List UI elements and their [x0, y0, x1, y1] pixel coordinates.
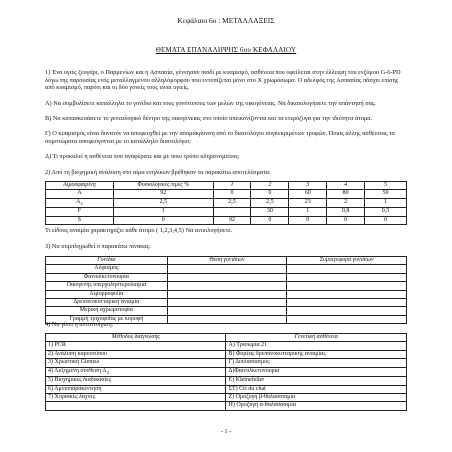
column-header: 3: [289, 182, 327, 190]
method-cell: 4) Αυξημένη σύνθεση $A_2$: [46, 367, 226, 377]
question-1c: Γ) Ο κυαμισμός είναι δυνατόν να αποφευχθεί με την απομάκρυνση από το διαιτολόγιο συγκεκριμένων τροφών. Ποιας άλλης ασθένειας τα συμπτώματα αποφεύγονται με το κατάλληλο διαιτολόγιο;: [45, 130, 395, 145]
column-header: Φυσιολογικές τιμές %: [113, 182, 213, 190]
column-header: 2: [251, 182, 289, 190]
gene-position-cell: [167, 307, 287, 315]
matching-table: [45, 333, 407, 411]
table-cell: 60: [289, 190, 327, 198]
gene-position-cell: [167, 282, 287, 290]
question-3-text: 3) Να συμπληρωθεί ο παρακάτω πίνακας:: [45, 243, 151, 250]
gene-behavior-cell: [287, 307, 407, 315]
table-row: [46, 367, 407, 377]
method-cell: 1) PCR: [46, 342, 226, 350]
table-row: [46, 282, 407, 290]
table-cell: S: [46, 216, 114, 224]
question-1b: Β) Να κατασκευάσετε το γενεαλογικό δέντρο της οικογένειας στο οποίο απεικονίζονται και τα ετερόζυγα για την ιδιότητα άτομα.: [45, 115, 373, 122]
disease-cell: ΣΤ) Cri du chat: [226, 385, 407, 393]
column-header: Θέση γονιδίων: [167, 257, 287, 265]
method-cell: [46, 402, 226, 410]
column-header: Γενετική ασθένεια: [226, 334, 407, 342]
disease-cell: Ε) Kleinefelter: [226, 377, 407, 385]
column-header: 4: [327, 182, 365, 190]
gene-behavior-cell: [287, 265, 407, 273]
table-cell: 0: [289, 216, 327, 224]
method-cell: 2) Ανάλυση καρυοτύπου: [46, 350, 226, 358]
method-cell: 3) Χρωστική Giemsa: [46, 359, 226, 367]
table-row: [46, 394, 407, 402]
table-row: [46, 342, 407, 350]
table-cell: [213, 208, 251, 216]
question-1d: Δ) Τι προκαλεί η ασθένεια που αναφέρατε και με ποιο τρόπο κληρονομείται;: [45, 153, 240, 160]
column-header: Αιμοσφαιρίνη: [46, 182, 114, 190]
gene-name: Αιμορροφιλία: [46, 290, 168, 298]
gene-position-cell: [167, 273, 287, 281]
gene-behavior-cell: [287, 273, 407, 281]
subscript: 2: [106, 369, 109, 375]
table-cell: 92: [213, 216, 251, 224]
table-cell: 2,5: [213, 198, 251, 208]
table-cell: 0,5: [365, 208, 407, 216]
column-header: 5: [365, 182, 407, 190]
table-cell: 0: [327, 216, 365, 224]
disease-cell: Γ) Διπλασιασμός: [226, 359, 407, 367]
gene-name: Αλφισμός: [46, 265, 168, 273]
document-title: ΘΕΜΑΤΑ ΕΠΑΝΑΛΗΨΗΣ 6ου ΚΕΦΑΛΑΙΟΥ: [155, 46, 297, 54]
table-row: [46, 350, 407, 358]
table-row: [46, 377, 407, 385]
matching-table-header: [46, 334, 407, 342]
table-row: [46, 265, 407, 273]
method-cell: 7) Χοριακές λάχνες: [46, 394, 226, 402]
question-2-prompt: Τι είδους αναιμία χαρακτηρίζει κάθε άτομο ( 1,2,3,4,5) Να αιτιολογήσετε.: [45, 227, 233, 234]
chapter-header: Κεφάλαιο 6ο : ΜΕΤΑΛΛΑΞΕΙΣ: [177, 16, 275, 25]
gene-behavior-cell: [287, 299, 407, 307]
table-cell: 0: [251, 190, 289, 198]
table-row: [46, 385, 407, 393]
table-row: [46, 299, 407, 307]
table-cell: F: [46, 208, 114, 216]
gene-name: Γραμμή τριχοφυΐας με κορυφή: [46, 315, 168, 323]
table-row: [46, 290, 407, 298]
question-1a: Α) Να συμβολίσετε κατάλληλα το γονίδιο και τους γονότυπους των μελών της οικογένειας. Να δικαιολογήσετε την απάντησή σας.: [45, 100, 377, 107]
gene-position-cell: [167, 315, 287, 323]
table-row: [46, 216, 407, 224]
table-row: [46, 402, 407, 410]
table-cell: 23: [289, 198, 327, 208]
disease-cell: Α) Τρισωμία 21: [226, 342, 407, 350]
table-cell: 0: [113, 216, 213, 224]
hemoglobin-table: [45, 181, 407, 225]
table-cell: 1: [289, 208, 327, 216]
table-cell: 0: [213, 190, 251, 198]
table-cell: 0: [365, 216, 407, 224]
genes-table: [45, 256, 407, 324]
subscript: 2: [80, 201, 83, 206]
table-cell: 50: [365, 190, 407, 198]
table-cell: 1: [365, 198, 407, 208]
table-row: [46, 208, 407, 216]
table-cell: 2,5: [251, 198, 289, 208]
column-header: Μέθοδος διάγνωσης: [46, 334, 226, 342]
table-row: [46, 273, 407, 281]
gene-name: Φαινυλκετονουρία: [46, 273, 168, 281]
gene-name: Μερική αχρωματοψία: [46, 307, 168, 315]
disease-cell: Β) Φορέας δρεπανοκυτταρικής αναιμίας: [226, 350, 407, 358]
column-header: Γονίδια: [46, 257, 168, 265]
gene-position-cell: [167, 265, 287, 273]
table-cell: 2,5: [113, 198, 213, 208]
table-row: [46, 198, 407, 208]
table-cell: 2: [327, 198, 365, 208]
gene-behavior-cell: [287, 315, 407, 323]
table-cell: 0: [251, 216, 289, 224]
table-cell: $A_2$: [46, 198, 114, 208]
gene-behavior-cell: [287, 290, 407, 298]
table-cell: 0,8: [327, 208, 365, 216]
question-2-text: 2) Από τη βιοχημική ανάλυση στο αίμα ενηλίκων βρέθηκαν τα παρακάτω αποτελέσματα:: [45, 169, 271, 176]
table-cell: 1: [113, 208, 213, 216]
disease-cell: Η) Ομόζυγη α-θαλασσαιμία: [226, 402, 407, 410]
method-cell: 6) Αμνιοπαρακέντηση: [46, 385, 226, 393]
table-row: [46, 307, 407, 315]
table-cell: 30: [251, 208, 289, 216]
gene-position-cell: [167, 299, 287, 307]
gene-behavior-cell: [287, 282, 407, 290]
table-row: [46, 190, 407, 198]
gene-position-cell: [167, 290, 287, 298]
disease-cell: Ζ) Ομόζυγη β-θαλασσαιμία: [226, 394, 407, 402]
table-cell: 92: [113, 190, 213, 198]
column-header: 1: [213, 182, 251, 190]
table-cell: 80: [327, 190, 365, 198]
table-row: [46, 359, 407, 367]
disease-cell: Δ)Φαινυλκετονουρία: [226, 367, 407, 377]
genes-table-header: [46, 257, 407, 265]
table-cell: Α: [46, 190, 114, 198]
question-1-paragraph: 1) Ένα υγιές ζευγάρι, ο Παρμενίων και η Ασπασία, γέννησαν παιδί με κυαμισμό, ασθένεια που οφείλεται στην έλλειψη του ενζύμου G-6-PD λόγω της παρουσίας ενός μεταλλαγμένου αλληλόμορφου που εντοπίζεται μόνο στο Χ χρωμόσωμα. Ο αδελφός της Ασπασίας πάσχει επίσης από κυαμισμό, παρότι και οι δύο γονείς τους είναι υγιείς.: [45, 69, 401, 92]
question-4-text: 4) Να γίνει η αντιστοίχιση:: [45, 321, 114, 328]
gene-name: Οικογενής υπερχοληστερολαιμία: [46, 282, 168, 290]
hemoglobin-table-header: [46, 182, 407, 190]
gene-name: Δρεπανοκυτταρική αναιμία: [46, 299, 168, 307]
column-header: Συμπεριφορά γονιδίων: [287, 257, 407, 265]
page-number: - 1 -: [220, 428, 232, 435]
method-cell: 5) Βιοχημικές διαδικασίες: [46, 377, 226, 385]
